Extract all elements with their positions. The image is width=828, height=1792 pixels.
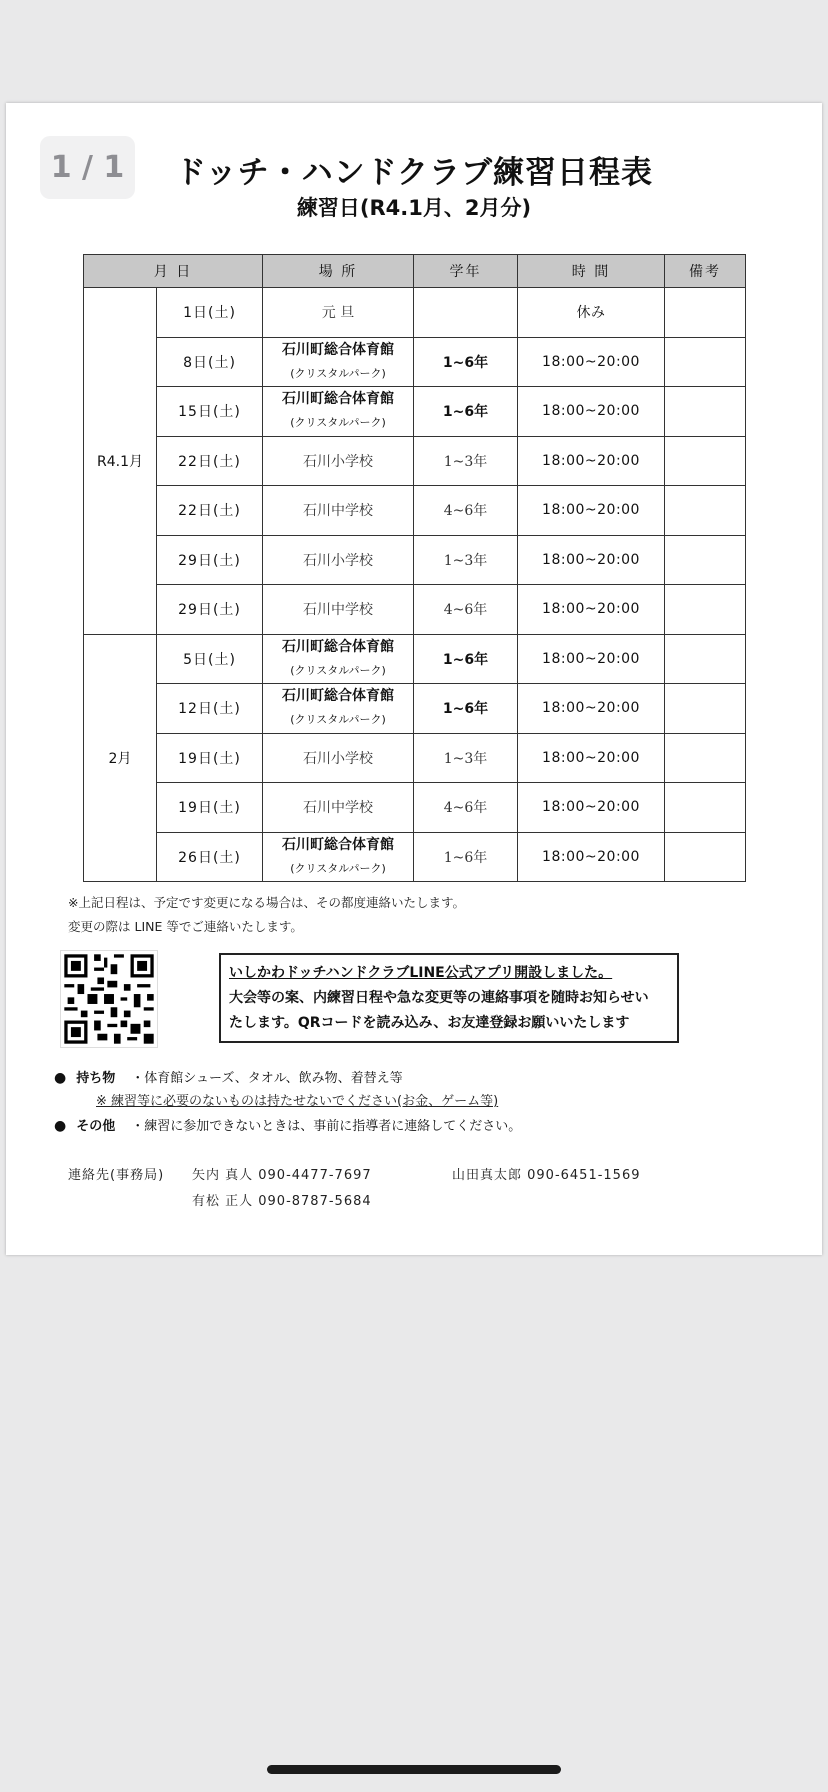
date-cell: 19日(土) [157, 733, 263, 783]
header-time: 時 間 [518, 255, 665, 288]
grade-cell [414, 288, 518, 338]
date-cell: 22日(土) [157, 486, 263, 536]
notes-cell [665, 585, 746, 635]
time-cell: 18:00~20:00 [518, 783, 665, 833]
time-cell: 18:00~20:00 [518, 733, 665, 783]
notes-cell [665, 634, 746, 684]
venue-cell: 石川小学校 [263, 535, 414, 585]
document-subtitle: 練習日(R4.1月、2月分) [296, 196, 532, 220]
contact-label: 連絡先(事務局) [68, 1168, 165, 1183]
other-text: ・練習に参加できないときは、事前に指導者に連絡してください。 [131, 1119, 522, 1134]
header-venue: 場 所 [263, 255, 414, 288]
month-cell: 2月 [84, 634, 157, 882]
time-cell: 18:00~20:00 [518, 387, 665, 437]
table-row [84, 634, 746, 684]
venue-subname: (クリスタルパーク) [290, 366, 386, 380]
date-cell: 12日(土) [157, 684, 263, 734]
notes-cell [665, 288, 746, 338]
grade-cell: 1~3年 [414, 733, 518, 783]
table-row [84, 387, 746, 437]
line-announcement-title: いしかわドッチハンドクラブLINE公式アプリ開設しました。 [229, 965, 613, 981]
table-row [84, 436, 746, 486]
bullet-icon: ● [54, 1070, 67, 1086]
venue-cell: 石川中学校 [263, 486, 414, 536]
venue-cell: 石川小学校 [263, 436, 414, 486]
date-cell: 15日(土) [157, 387, 263, 437]
grade-cell: 1~3年 [414, 535, 518, 585]
time-cell: 18:00~20:00 [518, 634, 665, 684]
bring-items-note: ※ 練習等に必要のないものは持たせないでください(お金、ゲーム等) [96, 1094, 499, 1109]
table-row [84, 288, 746, 338]
bring-items-label: 持ち物 [76, 1071, 116, 1086]
date-cell: 19日(土) [157, 783, 263, 833]
contact-2: 山田真太郎 090-6451-1569 [452, 1168, 641, 1183]
table-header-row [84, 255, 746, 288]
venue-subname: (クリスタルパーク) [290, 663, 386, 677]
time-cell: 18:00~20:00 [518, 337, 665, 387]
venue-name: 石川町総合体育館 [282, 638, 395, 655]
date-cell: 29日(土) [157, 535, 263, 585]
notes-cell [665, 337, 746, 387]
venue-cell: 石川小学校 [263, 733, 414, 783]
page-counter: 1 / 1 [40, 136, 135, 199]
venue-name: 石川町総合体育館 [282, 688, 395, 705]
grade-cell: 4~6年 [414, 783, 518, 833]
table-row [84, 733, 746, 783]
header-month-day: 月 日 [84, 255, 263, 288]
venue-cell [263, 832, 414, 882]
bring-items-text: ・体育館シューズ、タオル、飲み物、着替え等 [131, 1071, 403, 1086]
table-row [84, 684, 746, 734]
date-cell: 22日(土) [157, 436, 263, 486]
notes-cell [665, 733, 746, 783]
venue-name: 石川町総合体育館 [282, 836, 395, 853]
grade-cell: 1~3年 [414, 436, 518, 486]
table-row [84, 486, 746, 536]
date-cell: 26日(土) [157, 832, 263, 882]
schedule-body [84, 288, 746, 882]
grade-cell: 1~6年 [414, 337, 518, 387]
document-title: ドッチ・ハンドクラブ練習日程表 [174, 155, 654, 191]
table-row [84, 832, 746, 882]
line-announcement-box [219, 953, 679, 1043]
table-row [84, 783, 746, 833]
grade-cell: 1~6年 [414, 634, 518, 684]
time-cell: 休み [518, 288, 665, 338]
date-cell: 5日(土) [157, 634, 263, 684]
grade-cell: 1~6年 [414, 684, 518, 734]
header-notes: 備考 [665, 255, 746, 288]
venue-cell: 元 旦 [263, 288, 414, 338]
bring-items-row [54, 1067, 403, 1086]
time-cell: 18:00~20:00 [518, 486, 665, 536]
line-announcement-text: 大会等の案、内練習日程や急な変更等の連絡事項を随時お知らせい [229, 990, 649, 1006]
notes-cell [665, 684, 746, 734]
schedule-note: ※上記日程は、予定です変更になる場合は、その都度連絡いたします。 [68, 895, 465, 910]
grade-cell: 4~6年 [414, 585, 518, 635]
time-cell: 18:00~20:00 [518, 535, 665, 585]
bullet-icon: ● [54, 1118, 67, 1134]
header-grade: 学年 [414, 255, 518, 288]
time-cell: 18:00~20:00 [518, 585, 665, 635]
venue-cell [263, 634, 414, 684]
table-row [84, 535, 746, 585]
notes-cell [665, 832, 746, 882]
schedule-table [83, 254, 746, 882]
month-cell: R4.1月 [84, 288, 157, 635]
venue-name: 石川町総合体育館 [282, 341, 395, 358]
venue-subname: (クリスタルパーク) [290, 416, 386, 430]
time-cell: 18:00~20:00 [518, 436, 665, 486]
venue-subname: (クリスタルパーク) [290, 713, 386, 727]
venue-cell [263, 337, 414, 387]
notes-cell [665, 783, 746, 833]
qr-code-icon [60, 950, 158, 1048]
venue-name: 石川町総合体育館 [282, 391, 395, 408]
contact-3: 有松 正人 090-8787-5684 [192, 1194, 372, 1209]
venue-cell [263, 387, 414, 437]
table-row [84, 585, 746, 635]
other-row [54, 1115, 521, 1134]
schedule-note-line: 変更の際は LINE 等でご連絡いたします。 [68, 919, 303, 934]
home-indicator[interactable] [267, 1765, 561, 1774]
time-cell: 18:00~20:00 [518, 684, 665, 734]
time-cell: 18:00~20:00 [518, 832, 665, 882]
other-label: その他 [76, 1119, 116, 1134]
table-row [84, 337, 746, 387]
date-cell: 1日(土) [157, 288, 263, 338]
grade-cell: 4~6年 [414, 486, 518, 536]
notes-cell [665, 436, 746, 486]
grade-cell: 1~6年 [414, 387, 518, 437]
venue-cell [263, 684, 414, 734]
notes-cell [665, 387, 746, 437]
notes-cell [665, 486, 746, 536]
date-cell: 8日(土) [157, 337, 263, 387]
contact-1: 矢内 真人 090-4477-7697 [192, 1168, 372, 1183]
notes-cell [665, 535, 746, 585]
venue-cell: 石川中学校 [263, 783, 414, 833]
grade-cell: 1~6年 [414, 832, 518, 882]
date-cell: 29日(土) [157, 585, 263, 635]
line-announcement-text-2: たします。QRコードを読み込み、お友達登録お願いいたします [229, 1015, 630, 1031]
venue-cell: 石川中学校 [263, 585, 414, 635]
venue-subname: (クリスタルパーク) [290, 861, 386, 875]
